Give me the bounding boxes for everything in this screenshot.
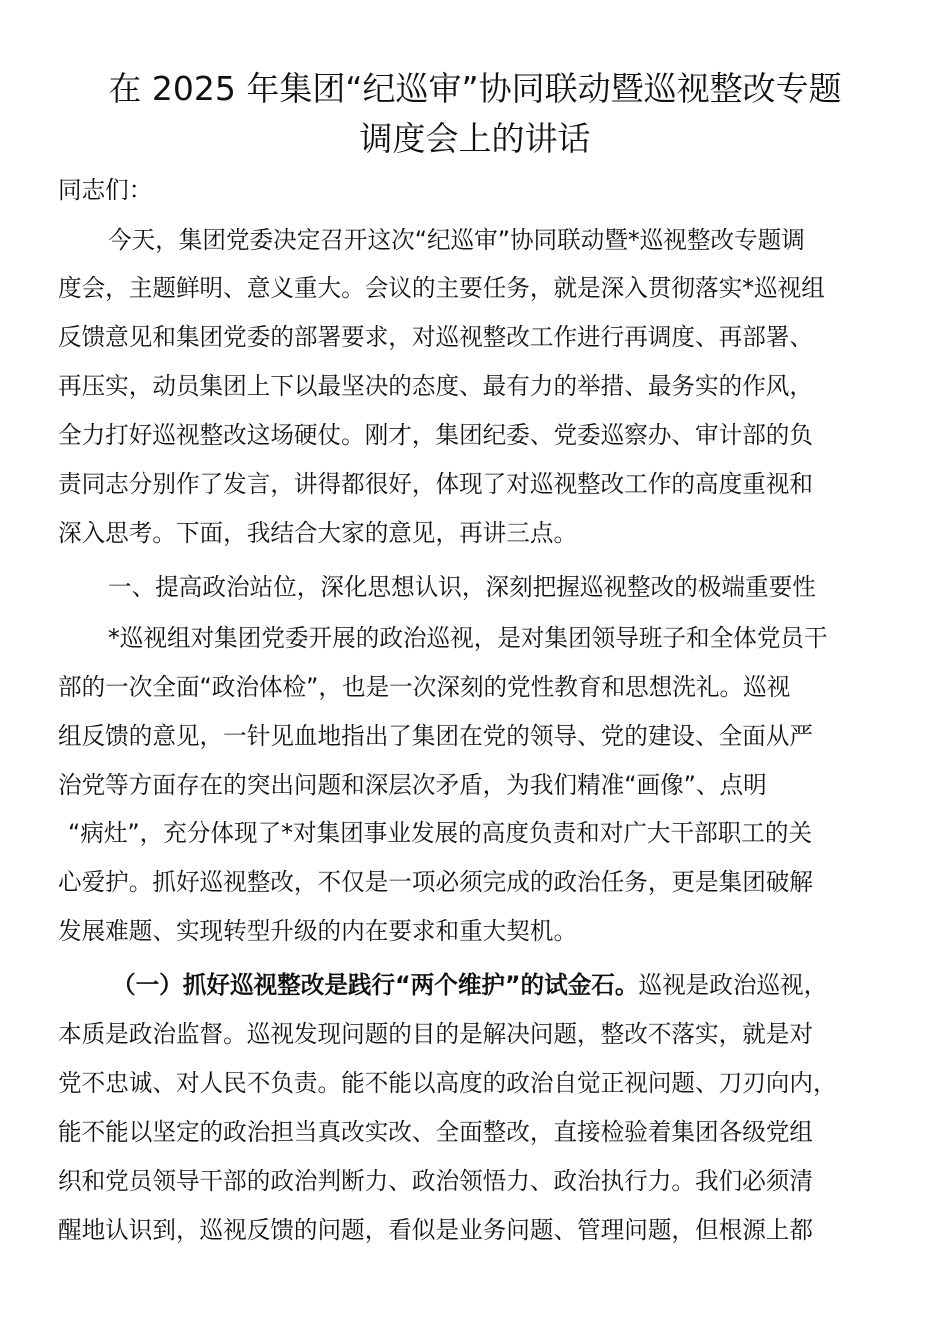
section-1-line-3: 组反馈的意见，一针见血地指出了集团在党的领导、党的建设、全面从严 <box>58 722 813 750</box>
intro-line-2: 度会，主题鲜明、意义重大。会议的主要任务，就是深入贯彻落实*巡视组 <box>58 274 825 302</box>
subsection-1-heading: （一）抓好巡视整改是践行“两个维护”的试金石。 <box>112 971 639 999</box>
section-1-line-2: 部的一次全面“政治体检”，也是一次深刻的党性教育和思想洗礼。巡视 <box>58 673 791 701</box>
section-1-line-7: 发展难题、实现转型升级的内在要求和重大契机。 <box>58 917 578 945</box>
intro-line-7: 深入思考。下面，我结合大家的意见，再讲三点。 <box>58 519 578 547</box>
subsection-1-first-line <box>112 967 827 1003</box>
subsection-1-line-2: 本质是政治监督。巡视发现问题的目的是解决问题，整改不落实，就是对 <box>58 1020 813 1048</box>
section-1-line-6: 心爱护。抓好巡视整改，不仅是一项必须完成的政治任务，更是集团破解 <box>58 868 813 896</box>
subsection-1-line-6: 醒地认识到，巡视反馈的问题，看似是业务问题、管理问题，但根源上都 <box>58 1216 813 1244</box>
section-1-heading: 一、提高政治站位，深化思想认识，深刻把握巡视整改的极端重要性 <box>108 573 816 601</box>
subsection-1-line-3: 党不忠诚、对人民不负责。能不能以高度的政治自觉正视问题、刀刃向内， <box>58 1069 837 1097</box>
section-1-line-4: 治党等方面存在的突出问题和深层次矛盾，为我们精准“画像”、点明 <box>58 771 767 799</box>
document-title-line-1: 在 2025 年集团“纪巡审”协同联动暨巡视整改专题 <box>108 69 842 108</box>
intro-line-3: 反馈意见和集团党委的部署要求，对巡视整改工作进行再调度、再部署、 <box>58 323 813 351</box>
document-title-line-2: 调度会上的讲话 <box>359 119 591 158</box>
section-1-line-1: *巡视组对集团党委开展的政治巡视，是对集团领导班子和全体党员干 <box>108 624 828 652</box>
section-1-line-5: “病灶”，充分体现了*对集团事业发展的高度负责和对广大干部职工的关 <box>68 819 813 847</box>
salutation: 同志们： <box>58 176 153 204</box>
intro-line-5: 全力打好巡视整改这场硬仗。刚才，集团纪委、党委巡察办、审计部的负 <box>58 421 813 449</box>
subsection-1-first-line-rest: 巡视是政治巡视， <box>638 971 828 999</box>
intro-line-4: 再压实，动员集团上下以最坚决的态度、最有力的举措、最务实的作风， <box>58 372 813 400</box>
subsection-1-line-4: 能不能以坚定的政治担当真改实改、全面整改，直接检验着集团各级党组 <box>58 1118 813 1146</box>
intro-line-1: 今天，集团党委决定召开这次“纪巡审”协同联动暨*巡视整改专题调 <box>108 226 805 254</box>
intro-line-6: 责同志分别作了发言，讲得都很好，体现了对巡视整改工作的高度重视和 <box>58 470 813 498</box>
subsection-1-line-5: 织和党员领导干部的政治判断力、政治领悟力、政治执行力。我们必须清 <box>58 1167 813 1195</box>
